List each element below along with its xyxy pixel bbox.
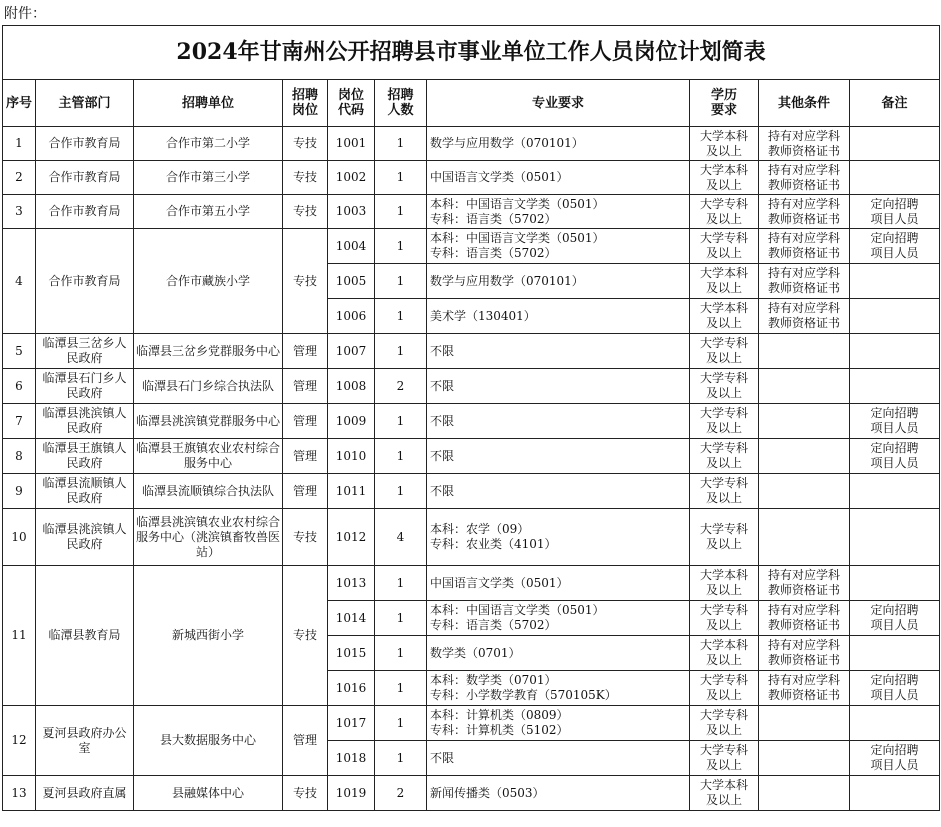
cell-remark [850, 127, 940, 161]
cell-edu: 大学专科 及以上 [690, 334, 759, 369]
table-row [3, 566, 940, 601]
cell-major: 数学与应用数学（070101） [427, 127, 690, 161]
cell-count: 1 [375, 439, 427, 474]
cell-remark: 定向招聘 项目人员 [850, 601, 940, 636]
cell-major: 本科：计算机类（0809） 专科：计算机类（5102） [427, 706, 690, 741]
cell-post: 专技 [283, 161, 328, 195]
header-edu: 学历 要求 [690, 80, 759, 127]
cell-major: 不限 [427, 741, 690, 776]
cell-remark [850, 369, 940, 404]
cell-code: 1012 [328, 509, 375, 566]
cell-dept: 临潭县王旗镇人民政府 [36, 439, 134, 474]
cell-code: 1008 [328, 369, 375, 404]
cell-other: 持有对应学科 教师资格证书 [759, 636, 850, 671]
cell-remark [850, 264, 940, 299]
cell-code: 1013 [328, 566, 375, 601]
cell-unit: 临潭县王旗镇农业农村综合服务中心 [134, 439, 283, 474]
table-row [3, 404, 940, 439]
cell-dept: 临潭县洮滨镇人民政府 [36, 509, 134, 566]
cell-code: 1016 [328, 671, 375, 706]
cell-other [759, 439, 850, 474]
cell-edu: 大学本科 及以上 [690, 776, 759, 811]
cell-other [759, 741, 850, 776]
cell-remark: 定向招聘 项目人员 [850, 195, 940, 229]
cell-other: 持有对应学科 教师资格证书 [759, 264, 850, 299]
cell-edu: 大学专科 及以上 [690, 706, 759, 741]
cell-seq: 6 [3, 369, 36, 404]
header-remark: 备注 [850, 80, 940, 127]
header-major: 专业要求 [427, 80, 690, 127]
cell-edu: 大学专科 及以上 [690, 369, 759, 404]
cell-count: 1 [375, 334, 427, 369]
cell-other [759, 369, 850, 404]
cell-dept: 夏河县政府直属 [36, 776, 134, 811]
cell-code: 1017 [328, 706, 375, 741]
cell-major: 本科：中国语言文学类（0501） 专科：语言类（5702） [427, 601, 690, 636]
cell-edu: 大学专科 及以上 [690, 474, 759, 509]
cell-post: 专技 [283, 195, 328, 229]
cell-unit: 合作市藏族小学 [134, 229, 283, 334]
table-row [3, 706, 940, 741]
cell-unit: 临潭县三岔乡党群服务中心 [134, 334, 283, 369]
cell-seq: 3 [3, 195, 36, 229]
cell-major: 不限 [427, 439, 690, 474]
cell-other [759, 706, 850, 741]
cell-edu: 大学本科 及以上 [690, 127, 759, 161]
header-row [3, 80, 940, 127]
cell-count: 1 [375, 474, 427, 509]
cell-seq: 12 [3, 706, 36, 776]
cell-unit: 临潭县流顺镇综合执法队 [134, 474, 283, 509]
recruitment-table [2, 25, 940, 811]
cell-count: 1 [375, 299, 427, 334]
cell-count: 1 [375, 229, 427, 264]
cell-code: 1007 [328, 334, 375, 369]
cell-edu: 大学本科 及以上 [690, 636, 759, 671]
cell-seq: 11 [3, 566, 36, 706]
cell-post: 管理 [283, 706, 328, 776]
cell-count: 1 [375, 671, 427, 706]
cell-unit: 县融媒体中心 [134, 776, 283, 811]
cell-dept: 临潭县教育局 [36, 566, 134, 706]
cell-code: 1018 [328, 741, 375, 776]
table-row [3, 369, 940, 404]
table-row [3, 127, 940, 161]
cell-dept: 合作市教育局 [36, 229, 134, 334]
cell-post: 专技 [283, 127, 328, 161]
cell-dept: 临潭县石门乡人民政府 [36, 369, 134, 404]
cell-count: 1 [375, 566, 427, 601]
cell-major: 美术学（130401） [427, 299, 690, 334]
cell-dept: 合作市教育局 [36, 195, 134, 229]
cell-unit: 新城西街小学 [134, 566, 283, 706]
cell-code: 1004 [328, 229, 375, 264]
cell-major: 中国语言文学类（0501） [427, 161, 690, 195]
cell-major: 不限 [427, 474, 690, 509]
cell-count: 1 [375, 161, 427, 195]
cell-unit: 临潭县洮滨镇党群服务中心 [134, 404, 283, 439]
cell-remark [850, 776, 940, 811]
cell-edu: 大学本科 及以上 [690, 161, 759, 195]
cell-major: 新闻传播类（0503） [427, 776, 690, 811]
cell-seq: 9 [3, 474, 36, 509]
cell-seq: 10 [3, 509, 36, 566]
cell-edu: 大学专科 及以上 [690, 741, 759, 776]
cell-major: 数学类（0701） [427, 636, 690, 671]
cell-edu: 大学本科 及以上 [690, 264, 759, 299]
cell-dept: 合作市教育局 [36, 161, 134, 195]
cell-edu: 大学专科 及以上 [690, 229, 759, 264]
cell-unit: 县大数据服务中心 [134, 706, 283, 776]
cell-remark: 定向招聘 项目人员 [850, 229, 940, 264]
header-other: 其他条件 [759, 80, 850, 127]
cell-code: 1009 [328, 404, 375, 439]
cell-post: 管理 [283, 439, 328, 474]
cell-edu: 大学专科 及以上 [690, 439, 759, 474]
cell-remark [850, 706, 940, 741]
cell-dept: 合作市教育局 [36, 127, 134, 161]
cell-remark: 定向招聘 项目人员 [850, 671, 940, 706]
cell-count: 1 [375, 636, 427, 671]
cell-code: 1014 [328, 601, 375, 636]
cell-code: 1011 [328, 474, 375, 509]
table-row [3, 509, 940, 566]
cell-count: 1 [375, 706, 427, 741]
header-unit: 招聘单位 [134, 80, 283, 127]
cell-count: 1 [375, 741, 427, 776]
header-dept: 主管部门 [36, 80, 134, 127]
cell-code: 1002 [328, 161, 375, 195]
cell-code: 1005 [328, 264, 375, 299]
header-seq: 序号 [3, 80, 36, 127]
cell-major: 不限 [427, 369, 690, 404]
cell-remark: 定向招聘 项目人员 [850, 741, 940, 776]
cell-other: 持有对应学科 教师资格证书 [759, 161, 850, 195]
cell-seq: 13 [3, 776, 36, 811]
cell-major: 数学与应用数学（070101） [427, 264, 690, 299]
cell-other: 持有对应学科 教师资格证书 [759, 299, 850, 334]
cell-dept: 临潭县洮滨镇人民政府 [36, 404, 134, 439]
cell-post: 管理 [283, 474, 328, 509]
cell-count: 2 [375, 776, 427, 811]
table-row [3, 195, 940, 229]
cell-major: 本科：数学类（0701） 专科：小学数学教育（570105K） [427, 671, 690, 706]
cell-major: 不限 [427, 404, 690, 439]
header-count: 招聘 人数 [375, 80, 427, 127]
cell-edu: 大学本科 及以上 [690, 566, 759, 601]
cell-seq: 5 [3, 334, 36, 369]
cell-remark [850, 161, 940, 195]
cell-other [759, 509, 850, 566]
cell-seq: 2 [3, 161, 36, 195]
cell-seq: 7 [3, 404, 36, 439]
cell-count: 2 [375, 369, 427, 404]
cell-unit: 临潭县石门乡综合执法队 [134, 369, 283, 404]
cell-major: 本科：中国语言文学类（0501） 专科：语言类（5702） [427, 229, 690, 264]
cell-unit: 合作市第五小学 [134, 195, 283, 229]
cell-seq: 8 [3, 439, 36, 474]
table-row [3, 334, 940, 369]
cell-count: 1 [375, 404, 427, 439]
cell-post: 管理 [283, 404, 328, 439]
cell-edu: 大学专科 及以上 [690, 509, 759, 566]
cell-other [759, 776, 850, 811]
cell-remark [850, 509, 940, 566]
cell-dept: 夏河县政府办公室 [36, 706, 134, 776]
header-code: 岗位 代码 [328, 80, 375, 127]
cell-remark: 定向招聘 项目人员 [850, 439, 940, 474]
cell-other [759, 474, 850, 509]
cell-code: 1015 [328, 636, 375, 671]
cell-other: 持有对应学科 教师资格证书 [759, 229, 850, 264]
cell-seq: 4 [3, 229, 36, 334]
header-post: 招聘 岗位 [283, 80, 328, 127]
cell-count: 4 [375, 509, 427, 566]
cell-count: 1 [375, 264, 427, 299]
cell-other: 持有对应学科 教师资格证书 [759, 601, 850, 636]
cell-other [759, 334, 850, 369]
cell-count: 1 [375, 127, 427, 161]
cell-count: 1 [375, 195, 427, 229]
cell-unit: 临潭县洮滨镇农业农村综合服务中心（洮滨镇畜牧兽医站） [134, 509, 283, 566]
cell-post: 专技 [283, 509, 328, 566]
cell-edu: 大学专科 及以上 [690, 195, 759, 229]
cell-post: 管理 [283, 334, 328, 369]
cell-other: 持有对应学科 教师资格证书 [759, 566, 850, 601]
cell-other: 持有对应学科 教师资格证书 [759, 195, 850, 229]
table-row [3, 439, 940, 474]
cell-code: 1019 [328, 776, 375, 811]
table-row [3, 161, 940, 195]
cell-post: 专技 [283, 229, 328, 334]
cell-remark [850, 566, 940, 601]
table-row [3, 776, 940, 811]
cell-dept: 临潭县流顺镇人民政府 [36, 474, 134, 509]
cell-remark: 定向招聘 项目人员 [850, 404, 940, 439]
cell-other: 持有对应学科 教师资格证书 [759, 671, 850, 706]
cell-code: 1001 [328, 127, 375, 161]
cell-unit: 合作市第三小学 [134, 161, 283, 195]
cell-seq: 1 [3, 127, 36, 161]
cell-edu: 大学本科 及以上 [690, 299, 759, 334]
cell-post: 专技 [283, 566, 328, 706]
cell-edu: 大学专科 及以上 [690, 601, 759, 636]
cell-code: 1003 [328, 195, 375, 229]
cell-major: 本科：农学（09） 专科：农业类（4101） [427, 509, 690, 566]
cell-count: 1 [375, 601, 427, 636]
cell-other [759, 404, 850, 439]
cell-post: 专技 [283, 776, 328, 811]
cell-code: 1010 [328, 439, 375, 474]
attachment-label: 附件： [4, 6, 46, 22]
table-body [3, 127, 940, 811]
cell-major: 不限 [427, 334, 690, 369]
cell-remark [850, 299, 940, 334]
table-title: 2024年甘南州公开招聘县市事业单位工作人员岗位计划简表 [3, 26, 940, 80]
cell-edu: 大学专科 及以上 [690, 671, 759, 706]
table-row [3, 229, 940, 264]
cell-dept: 临潭县三岔乡人民政府 [36, 334, 134, 369]
cell-remark [850, 474, 940, 509]
cell-other: 持有对应学科 教师资格证书 [759, 127, 850, 161]
cell-unit: 合作市第二小学 [134, 127, 283, 161]
cell-remark [850, 636, 940, 671]
cell-edu: 大学专科 及以上 [690, 404, 759, 439]
table-row [3, 474, 940, 509]
cell-major: 本科：中国语言文学类（0501） 专科：语言类（5702） [427, 195, 690, 229]
cell-remark [850, 334, 940, 369]
cell-code: 1006 [328, 299, 375, 334]
cell-major: 中国语言文学类（0501） [427, 566, 690, 601]
cell-post: 管理 [283, 369, 328, 404]
